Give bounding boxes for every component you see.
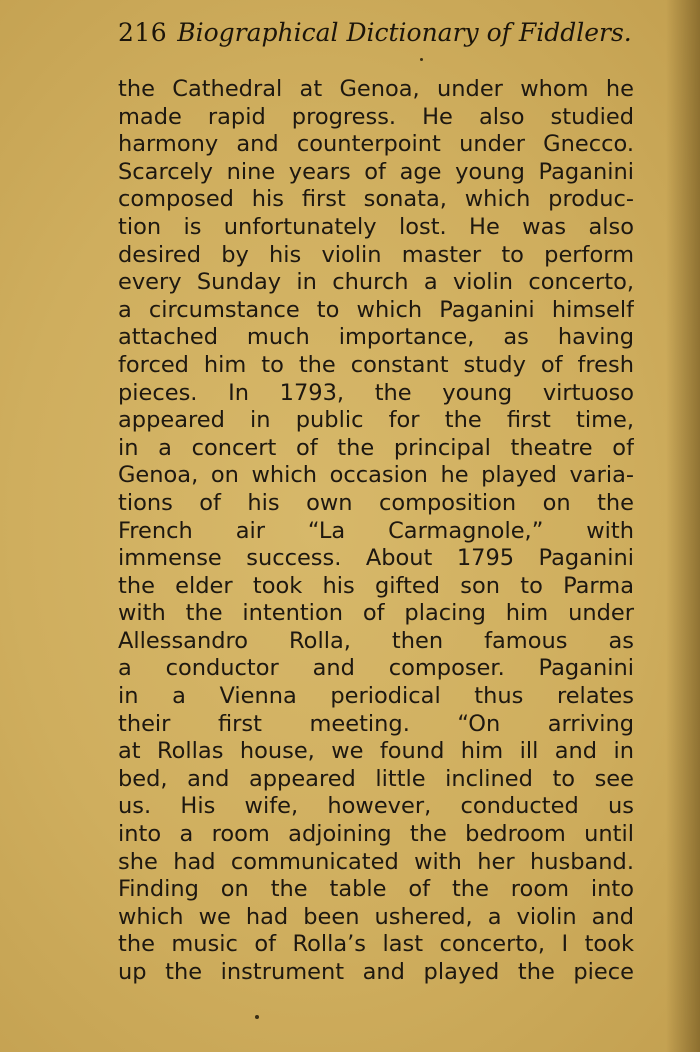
text-line: at Rollas house, we found him ill and in: [118, 738, 634, 765]
text-line: in a concert of the principal theatre of: [118, 434, 634, 461]
text-line: attached much importance, as having: [118, 324, 634, 351]
text-line: in a Vienna periodical thus relates: [118, 683, 634, 710]
text-line: a conductor and composer. Paganini: [118, 655, 634, 682]
text-line: she had communicated with her husband.: [118, 848, 634, 875]
text-line: tion is unfortunately lost. He was also: [118, 213, 634, 240]
text-line: immense success. About 1795 Paganini: [118, 545, 634, 572]
running-header: [118, 18, 638, 58]
paper-speck: [420, 58, 423, 61]
running-title: Biographical Dictionary of Fiddlers.: [177, 18, 632, 47]
text-line: the Cathedral at Genoa, under whom he: [118, 76, 634, 102]
text-line: Genoa, on which occasion he played varia-: [118, 462, 634, 489]
text-line: forced him to the constant study of fresh: [118, 351, 634, 378]
text-line: a circumstance to which Paganini himself: [118, 296, 634, 323]
text-line: bed, and appeared little inclined to see: [118, 765, 634, 792]
text-line: with the intention of placing him under: [118, 600, 634, 627]
text-line: the music of Rolla’s last concerto, I took: [118, 931, 634, 958]
text-line: made rapid progress. He also studied: [118, 103, 634, 130]
text-line: which we had been ushered, a violin and: [118, 903, 634, 930]
text-line: Finding on the table of the room into: [118, 876, 634, 903]
text-line: pieces. In 1793, the young virtuoso: [118, 379, 634, 406]
text-line: every Sunday in church a violin concerto,: [118, 269, 634, 296]
text-line: desired by his violin master to perform: [118, 241, 634, 268]
page-number: 216: [118, 18, 168, 47]
page-edge-shadow: [666, 0, 700, 1052]
text-line: harmony and counterpoint under Gnecco.: [118, 131, 634, 158]
text-line: composed his first sonata, which produc-: [118, 186, 634, 213]
body-text: [118, 76, 634, 987]
paper-speck: [255, 1015, 259, 1019]
text-line: us. His wife, however, conducted us: [118, 793, 634, 820]
text-line: the elder took his gifted son to Parma: [118, 572, 634, 599]
text-line: up the instrument and played the piece: [118, 959, 634, 985]
text-line: tions of his own composition on the: [118, 489, 634, 516]
text-line: Allessandro Rolla, then famous as: [118, 627, 634, 654]
text-line: their first meeting. “On arriving: [118, 710, 634, 737]
text-line: into a room adjoining the bedroom until: [118, 821, 634, 848]
text-line: Scarcely nine years of age young Paganini: [118, 158, 634, 185]
text-line: appeared in public for the first time,: [118, 407, 634, 434]
text-line: French air “La Carmagnole,” with: [118, 517, 634, 544]
